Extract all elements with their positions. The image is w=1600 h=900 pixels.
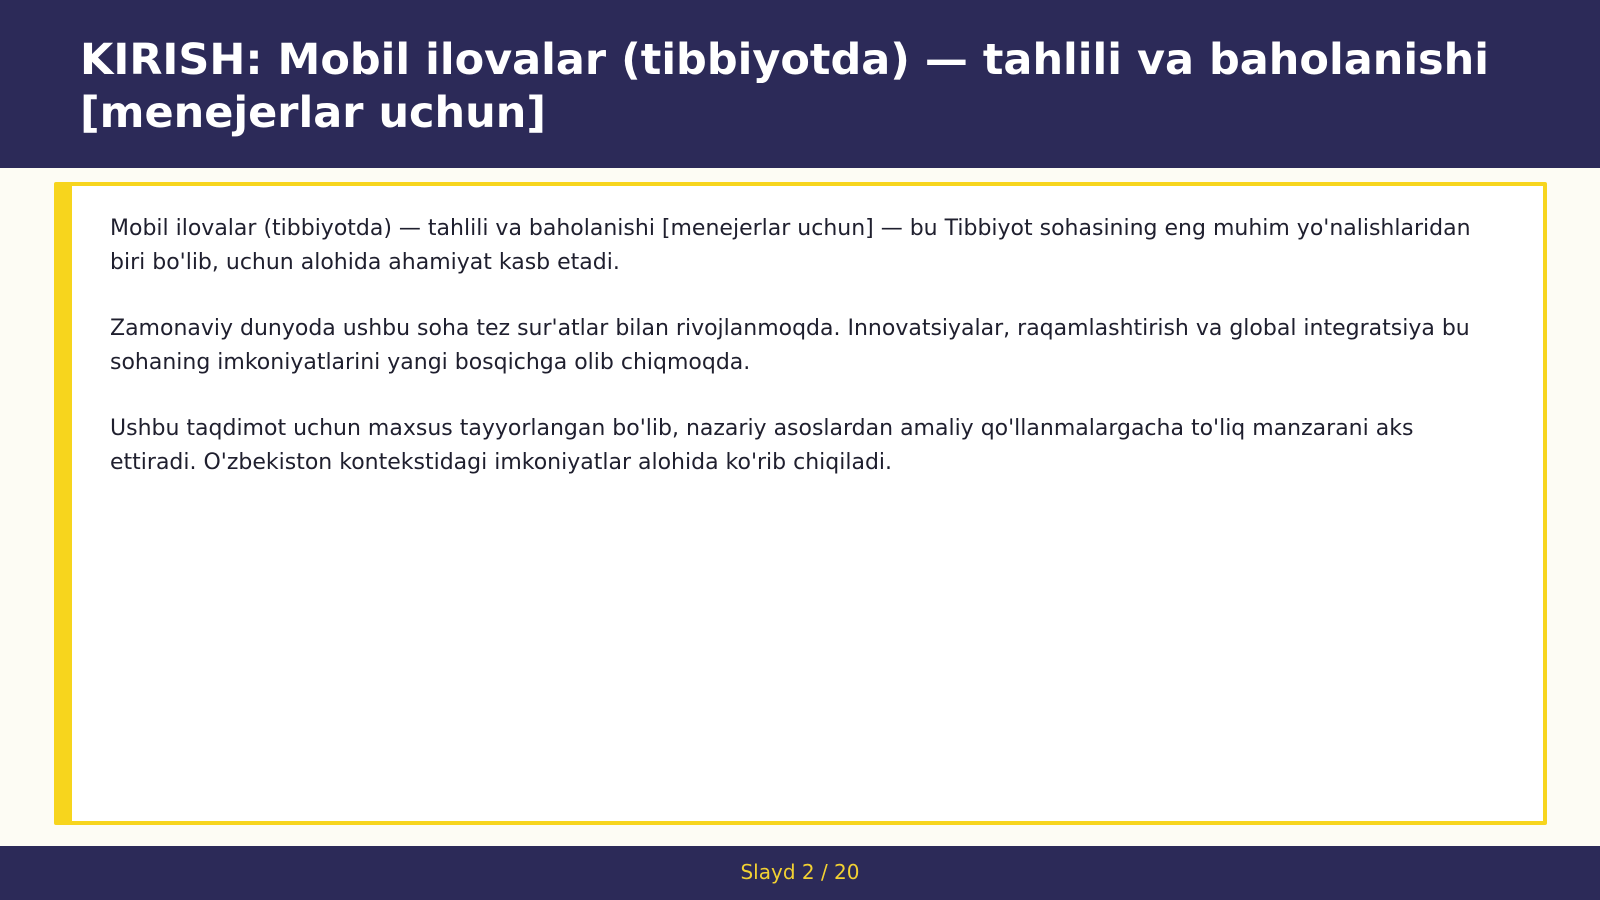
paragraph-modern-world: Zamonaviy dunyoda ushbu soha tez sur'atlar bilan rivojlanmoqda. Innovatsiyalar, raqamlashtirish va global integratsiya bu sohaning imkoniyatlarini yangi bosqichga olib chiqmoqda.: [110, 316, 1470, 375]
paragraph-presentation-purpose: Ushbu taqdimot uchun maxsus tayyorlangan bo'lib, nazariy asoslardan amaliy qo'llanmalargacha to'liq manzarani aks ettiradi. O'zbekiston kontekstidagi imkoniyatlar alohida ko'rib chiqiladi.: [110, 416, 1414, 475]
slide-footer: [0, 846, 1600, 900]
content-box: [54, 182, 1547, 825]
slide-number: Slayd 2 / 20: [740, 860, 860, 884]
paragraph-intro: Mobil ilovalar (tibbiyotda) — tahlili va baholanishi [menejerlar uchun] — bu Tibbiyot sohasining eng muhim yo'nalishlaridan biri bo'lib, uchun alohida ahamiyat kasb etadi.: [110, 216, 1471, 275]
slide-title: KIRISH: Mobil ilovalar (tibbiyotda) — tahlili va baholanishi [menejerlar uchun]: [80, 35, 1490, 138]
body-text: [110, 212, 1490, 512]
slide-header: [0, 0, 1600, 168]
